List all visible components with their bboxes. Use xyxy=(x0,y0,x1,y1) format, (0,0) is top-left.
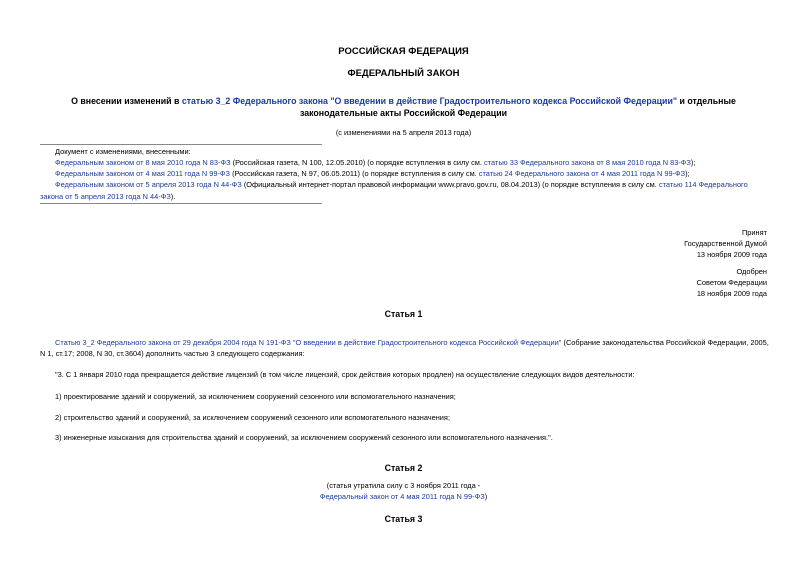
article-1-intro-text: (Собрание законодательства Российской Федерации, 2005, N 1, ст.17; 2008, N 30, ст.3604) дополнить частью 3 следующего содержания: xyxy=(40,338,769,358)
article-2-note-line2 xyxy=(0,491,807,502)
article-2-note xyxy=(0,480,807,502)
change-item-3 xyxy=(40,179,770,202)
article-1-item-2: 2) строительство зданий и сооружений, за исключением сооружений сезонного или вспомогательного назначения; xyxy=(55,413,450,422)
article-2-note-line1: (статья утратила силу с 3 ноября 2011 года - xyxy=(326,481,481,490)
article-1-intro xyxy=(40,337,770,359)
title-suffix: и отдельные xyxy=(677,96,736,106)
title-link[interactable]: статью 3_2 Федерального закона "О введении в действие Градостроительного кодекса Российской Федерации" xyxy=(181,96,678,106)
article-1-item-1: 1) проектирование зданий и сооружений, за исключением сооружений сезонного или вспомогательного назначения; xyxy=(55,392,456,401)
change-1-article-link[interactable]: статью 33 Федерального закона от 8 мая 2010 года N 83-ФЗ xyxy=(483,158,691,167)
document-title xyxy=(40,95,767,119)
article-1-item-3: 3) инженерные изыскания для строительства зданий и сооружений, за исключением сооружений сезонного или вспомогательного назначения.". xyxy=(55,433,553,442)
change-1-end: ); xyxy=(690,158,696,167)
article-3-title: Статья 3 xyxy=(384,514,423,524)
divider-top xyxy=(40,144,322,145)
amended-note: (с изменениями на 5 апреля 2013 года) xyxy=(335,128,472,137)
change-3-law-link[interactable]: Федеральным законом от 5 апреля 2013 года N 44-ФЗ xyxy=(55,180,242,189)
change-3-article-link[interactable]: статью 114 Федерального закона от 5 апреля 2013 года N 44-ФЗ xyxy=(40,180,748,201)
change-item-1 xyxy=(40,157,767,169)
change-2-text: (Российская газета, N 97, 06.05.2011) (о порядке вступления в силу см. xyxy=(230,169,479,178)
article-1-part-3: "3. С 1 января 2010 года прекращается действие лицензий (в том числе лицензий, срок действия которых продлен) на осуществление следующих видов деятельности: xyxy=(55,370,635,379)
article-1-title: Статья 1 xyxy=(384,309,423,319)
approved-line3: 18 ноября 2009 года xyxy=(696,289,767,298)
divider-bottom xyxy=(40,203,322,204)
article-1-intro-link[interactable]: Статью 3_2 Федерального закона от 29 декабря 2004 года N 191-ФЗ "О введении в действие Градостроительного кодекса Российской Федерации" xyxy=(55,338,562,347)
changes-intro: Документ с изменениями, внесенными: xyxy=(55,147,191,156)
law-type-heading: ФЕДЕРАЛЬНЫЙ ЗАКОН xyxy=(347,68,460,79)
adopted-line1: Принят xyxy=(741,228,767,237)
change-3-text: (Официальный интернет-портал правовой информации www.pravo.gov.ru, 08.04.2013) (о порядке вступления в силу см. xyxy=(241,180,659,189)
title-line2: законодательные акты Российской Федерации xyxy=(299,108,508,118)
change-2-law-link[interactable]: Федеральным законом от 4 мая 2011 года N 99-ФЗ xyxy=(55,169,231,178)
change-1-text: (Российская газета, N 100, 12.05.2010) (о порядке вступления в силу см. xyxy=(230,158,484,167)
adopted-line2: Государственной Думой xyxy=(684,239,767,248)
change-item-2 xyxy=(40,168,767,180)
adopted-block xyxy=(684,227,767,260)
approved-line1: Одобрен xyxy=(736,267,767,276)
change-2-article-link[interactable]: статью 24 Федерального закона от 4 мая 2011 года N 99-ФЗ xyxy=(478,169,686,178)
change-1-law-link[interactable]: Федеральным законом от 8 мая 2010 года N 83-ФЗ xyxy=(55,158,231,167)
article-2-note-link[interactable]: Федеральный закон от 4 мая 2011 года N 99-ФЗ xyxy=(319,492,485,501)
change-3-end: ). xyxy=(170,191,176,201)
approved-line2: Советом Федерации xyxy=(696,278,767,287)
article-2-note-end: ) xyxy=(484,492,488,501)
article-2-title: Статья 2 xyxy=(384,463,423,473)
country-heading: РОССИЙСКАЯ ФЕДЕРАЦИЯ xyxy=(338,46,469,57)
approved-block xyxy=(697,266,767,299)
title-prefix: О внесении изменений в xyxy=(71,96,182,106)
adopted-line3: 13 ноября 2009 года xyxy=(696,250,767,259)
change-2-end: ); xyxy=(685,169,690,178)
